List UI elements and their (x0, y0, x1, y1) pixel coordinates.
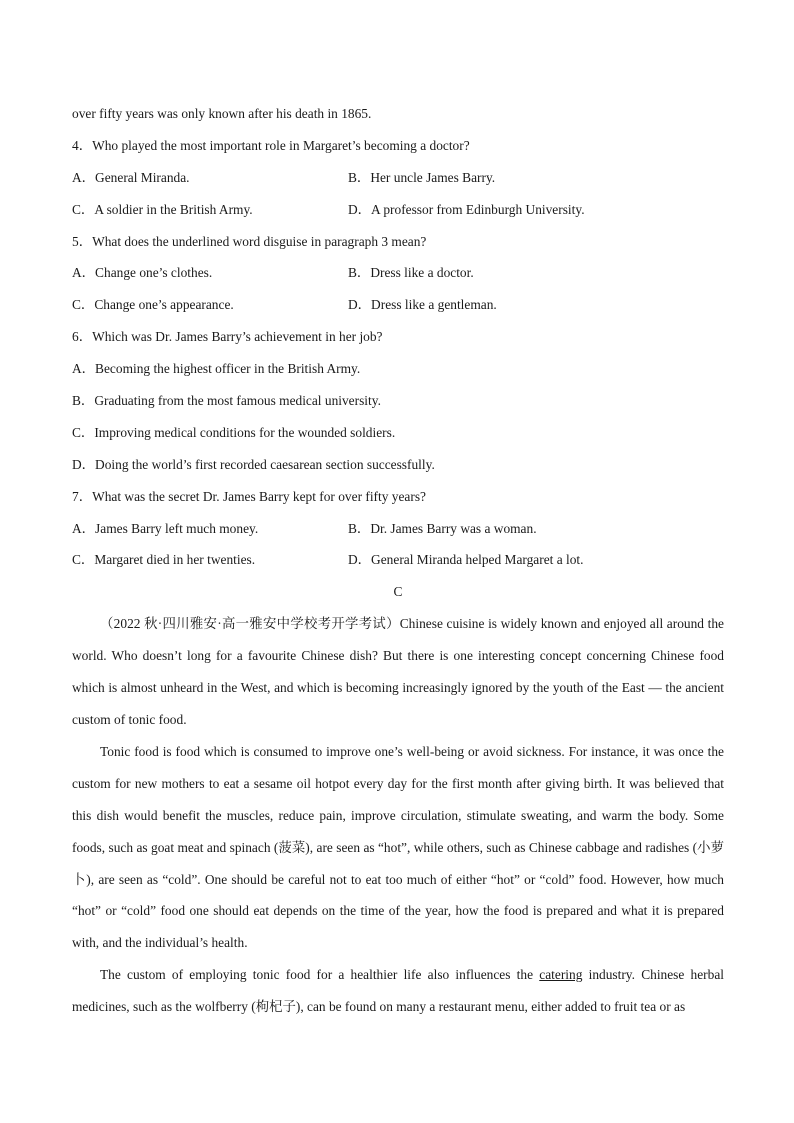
options-row (72, 194, 724, 226)
question-stem: 7．What was the secret Dr. James Barry kept for over fifty years? (72, 488, 426, 504)
option-a: A．James Barry left much money. (72, 520, 259, 536)
passage-c-paragraph-2: Tonic food is food which is consumed to improve one’s well-being or avoid sickness. For instance, it was once the custom for new mothers to eat a sesame oil hotpot every day for the first month after giving birth. It was believed that this dish would benefit the muscles, reduce pain, improve circulation, stimulate sweating, and warm the body. Some foods, such as goat meat and spinach (菠菜), are seen as “hot”, while others, such as Chinese cabbage and radishes (小萝卜), are seen as “cold”. One should be careful not to eat too much of either “hot” or “cold” food. However, how much “hot” or “cold” food one should eat depends on the time of the year, how the food is prepared and what it is prepared with, and the individual’s health. (72, 743, 724, 951)
options-row (72, 289, 724, 321)
underlined-word: catering (539, 967, 583, 983)
passage-c-paragraph-1: （2022 秋·四川雅安·高一雅安中学校考开学考试）Chinese cuisine is widely known and enjoyed all around the world. Who doesn’t long for a favourite Chinese dish? But there is one interesting concept concerning Chinese food which is almost unheard in the West, and which is becoming increasingly ignored by the youth of the East — the ancient custom of tonic food. (72, 616, 724, 727)
paragraph-text: The custom of employing tonic food for a healthier life also influences the (100, 967, 540, 983)
options-row (72, 544, 724, 576)
question-stem: 6．Which was Dr. James Barry’s achievement in her job? (72, 329, 383, 345)
option-b: B．Dr. James Barry was a woman. (348, 520, 537, 536)
option-d: D．General Miranda helped Margaret a lot. (348, 552, 584, 568)
option-b: B．Graduating from the most famous medical university. (72, 393, 381, 409)
document-page (72, 98, 724, 1023)
question-4 (72, 130, 724, 226)
paragraph-text: industry. Chinese herbal medicines, such as the wolfberry (枸杞子), can be found on many a restaurant menu, either added to fruit tea or as (72, 967, 725, 1015)
option-a: A．General Miranda. (72, 169, 190, 185)
option-a: A．Change one’s clothes. (72, 265, 213, 281)
question-stem: 5．What does the underlined word disguise in paragraph 3 mean? (72, 233, 427, 249)
option-d: D．A professor from Edinburgh University. (348, 201, 585, 217)
question-7 (72, 481, 724, 577)
option-c: C．Margaret died in her twenties. (72, 552, 256, 568)
option-b: B．Dress like a doctor. (348, 265, 474, 281)
option-b: B．Her uncle James Barry. (348, 169, 496, 185)
options-row (72, 162, 724, 194)
option-a: A．Becoming the highest officer in the British Army. (72, 361, 361, 377)
option-d: D．Dress like a gentleman. (348, 297, 497, 313)
passage-b-tail: over fifty years was only known after his death in 1865. (72, 106, 372, 121)
section-heading: C (393, 584, 403, 600)
option-c: C．Change one’s appearance. (72, 297, 234, 313)
option-d: D．Doing the world’s first recorded caesarean section successfully. (72, 456, 435, 472)
question-5 (72, 226, 724, 322)
option-c: C．Improving medical conditions for the wounded soldiers. (72, 424, 396, 440)
option-c: C．A soldier in the British Army. (72, 201, 253, 217)
options-row (72, 257, 724, 289)
question-6 (72, 321, 724, 480)
passage-c-paragraph-3 (72, 959, 724, 1023)
options-row (72, 513, 724, 545)
question-stem: 4．Who played the most important role in Margaret’s becoming a doctor? (72, 137, 470, 153)
